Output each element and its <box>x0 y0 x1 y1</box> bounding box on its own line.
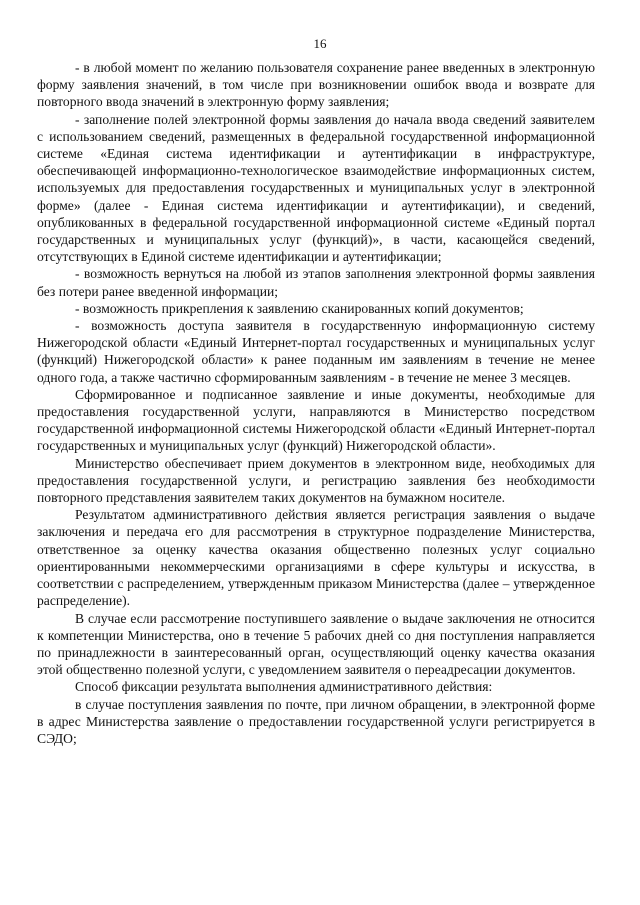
paragraph-autofill-fields: - заполнение полей электронной формы заявления до начала ввода сведений заявителем с использованием сведений, размещенных в федеральной государственной информационной системе «Единая система идентификации и аутентификации в инфраструктуре, обеспечивающей информационно-технологическое взаимодействие информационных систем, используемых для предоставления государственных и муниципальных услуг в электронной форме» (далее - Единая система идентификации и аутентификации), и сведений, опубликованных в федеральной государственной информационной системе «Единый портал государственных и муниципальных услуг (функций)», в части, касающейся сведений, отсутствующих в Единой системе идентификации и аутентификации; <box>37 111 595 265</box>
paragraph-redirect: В случае если рассмотрение поступившего заявление о выдаче заключения не относится к компетенции Министерства, оно в течение 5 рабочих дней со дня поступления направляется по принадлежности в заинтересованный орган, осуществляющий оценку качества оказания этой общественно полезной услуги, с уведомлением заявителя о переадресации документов. <box>37 610 595 678</box>
paragraph-fixation-method: Способ фиксации результата выполнения административного действия: <box>75 679 493 695</box>
paragraph-save-values: - в любой момент по желанию пользователя сохранение ранее введенных в электронную форму заявления значений, в том числе при возникновении ошибок ввода и возврате для повторного ввода значений в электронную форму заявления; <box>37 60 595 110</box>
paragraph-attach-scans: - возможность прикрепления к заявлению сканированных копий документов; <box>75 300 524 316</box>
page-number: 16 <box>313 36 327 51</box>
paragraph-access-applications: - возможность доступа заявителя в государственную информационную систему Нижегородской области «Единый Интернет-портал государственных и муниципальных услуг (функций) Нижегородской области» к ранее поданным им заявлениям в течение не менее одного года, а также частично сформированным заявлениям - в течение не менее 3 месяцев. <box>37 318 595 385</box>
paragraph-registration-sedo: в случае поступления заявления по почте, при личном обращении, в электронной форме в адрес Министерства заявление о предоставлении государственной услуги регистрируется в СЭДО; <box>37 696 595 746</box>
paragraph-ministry-acceptance: Министерство обеспечивает прием документов в электронном виде, необходимых для предоставления государственной услуги, и регистрацию заявления без необходимости повторного представления заявителем таких документов на бумажном носителе. <box>37 455 595 506</box>
document-body <box>37 59 595 747</box>
paragraph-return-to-step: - возможность вернуться на любой из этапов заполнения электронной формы заявления без потери ранее введенной информации; <box>37 266 595 299</box>
paragraph-submission: Сформированное и подписанное заявление и иные документы, необходимые для предоставления государственной услуги, направляются в Министерство посредством государственной информационной системы Нижегородской области «Единый Интернет-портал государственных и муниципальных услуг (функций) Нижегородской области». <box>37 386 595 454</box>
paragraph-result: Результатом административного действия является регистрация заявления о выдаче заключения и передача его для рассмотрения в структурное подразделение Министерства, ответственное за оценку качества оказания общественно полезных услуг социально ориентированными некоммерческими организациями в сфере культуры и искусства, в соответствии с распределением, утвержденным приказом Министерства (далее – утвержденное распределение). <box>37 507 595 609</box>
